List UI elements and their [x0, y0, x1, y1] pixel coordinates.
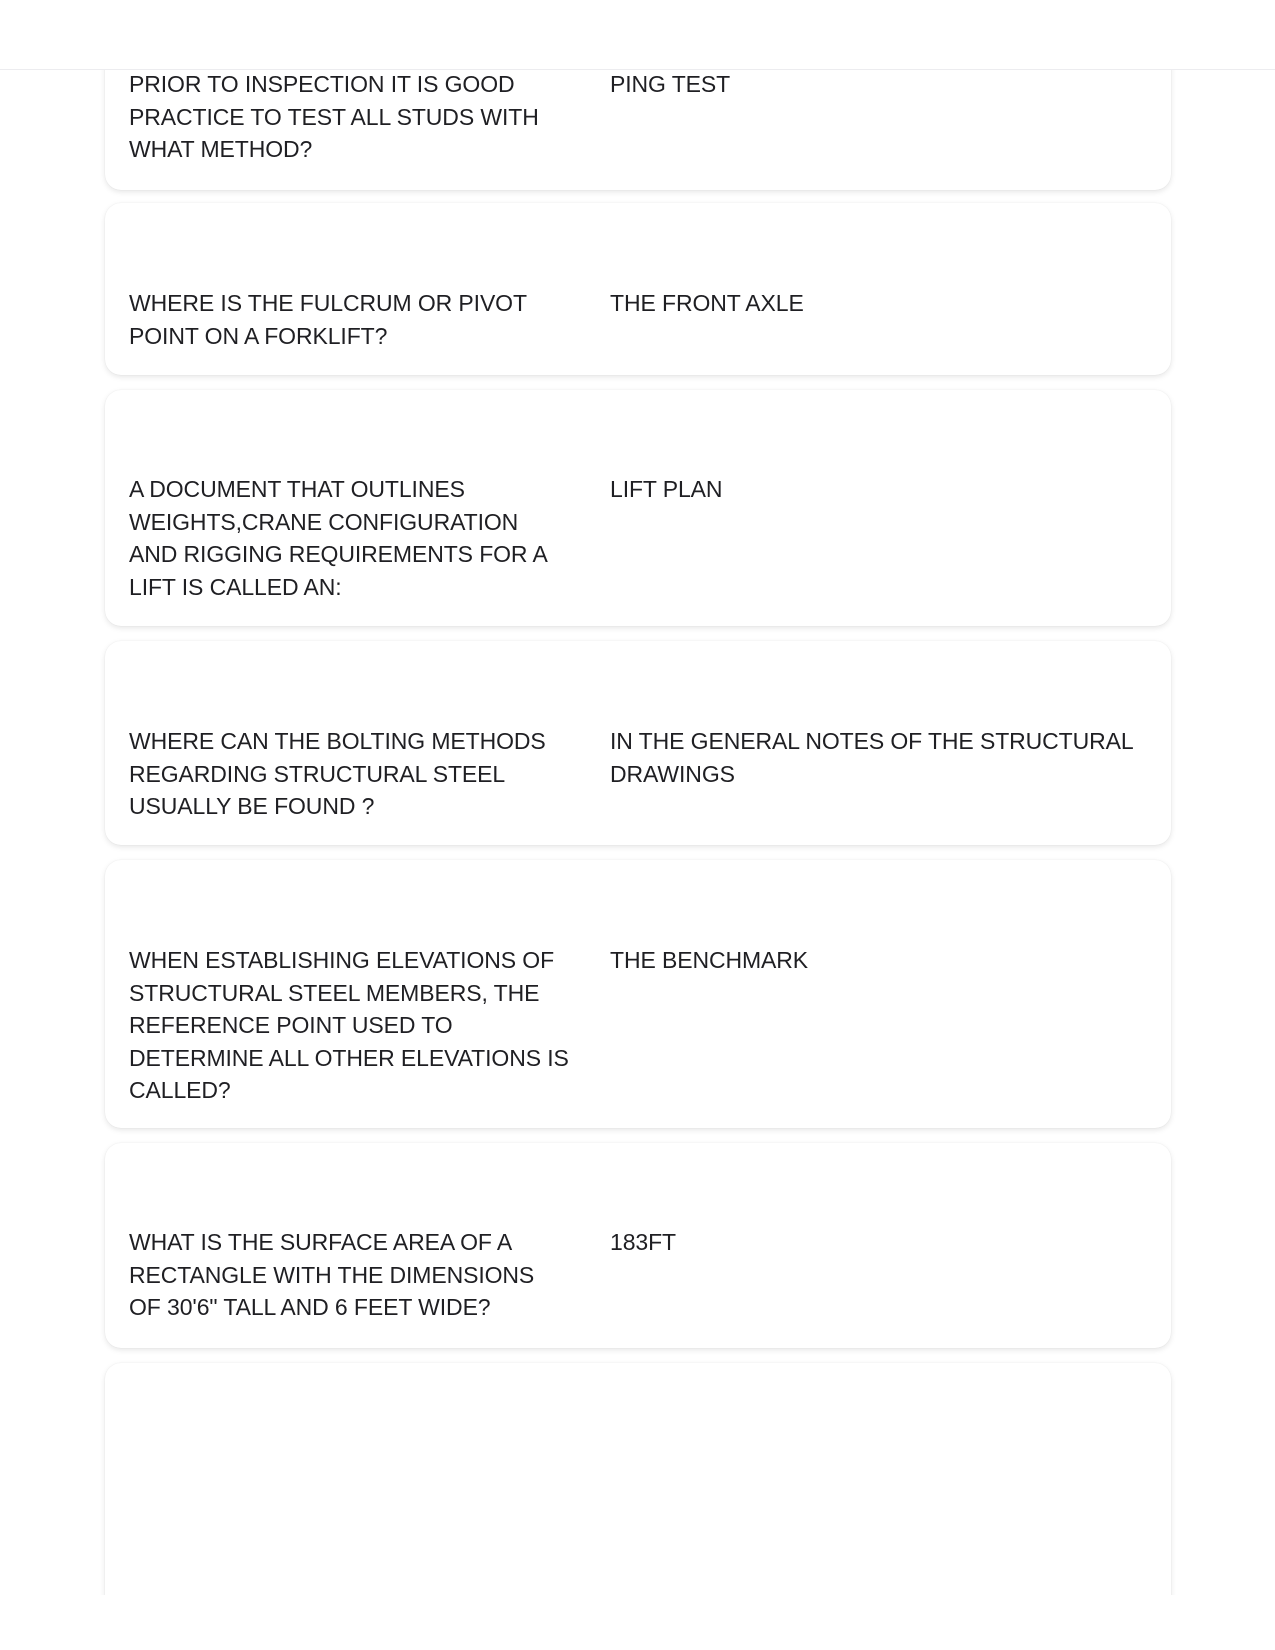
card-definition: THE BENCHMARK [610, 947, 809, 973]
term-card[interactable] [105, 641, 1171, 845]
card-definition: IN THE GENERAL NOTES OF THE STRUCTURAL DRAWINGS [610, 728, 1133, 787]
term-card[interactable] [105, 203, 1171, 375]
card-term: WHERE IS THE FULCRUM OR PIVOT POINT ON A FORKLIFT? [129, 290, 527, 349]
page-bottom-edge [0, 1595, 1275, 1650]
card-term: WHEN ESTABLISHING ELEVATIONS OF STRUCTURAL STEEL MEMBERS, THE REFERENCE POINT USED TO DETERMINE ALL OTHER ELEVATIONS IS CALLED? [129, 947, 569, 1103]
term-card[interactable] [105, 860, 1171, 1128]
term-card[interactable] [105, 1143, 1171, 1348]
card-definition: PING TEST [610, 71, 731, 97]
top-header-edge [0, 0, 1275, 70]
card-term: PRIOR TO INSPECTION IT IS GOOD PRACTICE TO TEST ALL STUDS WITH WHAT METHOD? [129, 71, 539, 162]
card-term: A DOCUMENT THAT OUTLINES WEIGHTS,CRANE CONFIGURATION AND RIGGING REQUIREMENTS FOR A LIFT IS CALLED AN: [129, 476, 547, 600]
card-term: WHERE CAN THE BOLTING METHODS REGARDING STRUCTURAL STEEL USUALLY BE FOUND ? [129, 728, 546, 819]
card-definition: 183FT [610, 1229, 676, 1255]
term-card[interactable] [105, 390, 1171, 626]
card-term: WHAT IS THE SURFACE AREA OF A RECTANGLE WITH THE DIMENSIONS OF 30'6" TALL AND 6 FEET WIDE? [129, 1229, 535, 1320]
card-definition: THE FRONT AXLE [610, 290, 804, 316]
card-definition: LIFT PLAN [610, 476, 723, 502]
